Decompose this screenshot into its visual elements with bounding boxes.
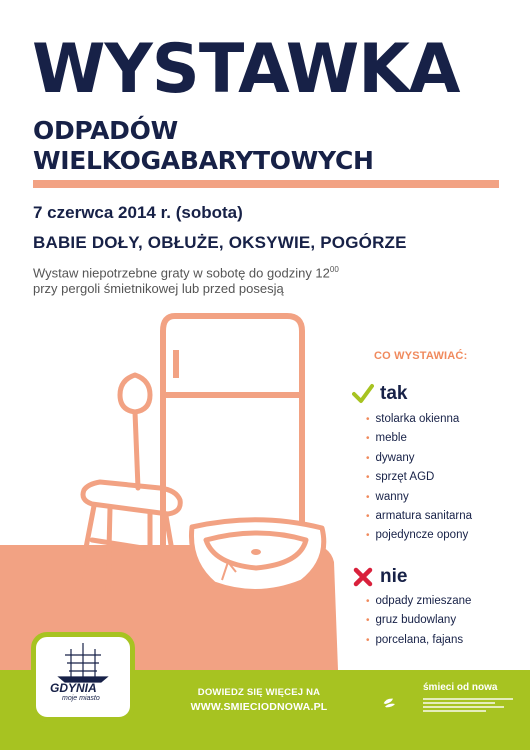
not-allowed-label: nie <box>380 566 408 587</box>
description-hour-superscript: 00 <box>329 265 339 274</box>
not-allowed-heading <box>352 566 407 588</box>
checkmark-icon <box>352 383 374 405</box>
list-item: • pojedyncze opony <box>366 526 472 545</box>
sink-outline <box>191 520 323 592</box>
list-item: • dywany <box>366 449 472 468</box>
event-description <box>33 262 339 297</box>
list-item: • odpady zmieszane <box>366 592 471 611</box>
event-districts: BABIE DOŁY, OBŁUŻE, OKSYWIE, POGÓRZE <box>33 233 407 252</box>
divider-bar <box>33 180 499 188</box>
allowed-heading <box>352 383 407 405</box>
list-item: • stolarka okienna <box>366 410 472 429</box>
what-to-put-out-heading: CO WYSTAWIAĆ: <box>374 350 468 362</box>
allowed-list <box>366 410 472 546</box>
list-item: • armatura sanitarna <box>366 507 472 526</box>
city-logo-name: GDYNIA <box>50 681 97 695</box>
poster-title: WYSTAWKA <box>32 30 460 109</box>
list-item: • sprzęt AGD <box>366 468 472 487</box>
footer-line-1: DOWIEDZ SIĘ WIĘCEJ NA <box>197 687 321 698</box>
list-item: • wanny <box>366 488 472 507</box>
not-allowed-list <box>366 592 471 650</box>
footer-info <box>176 685 342 715</box>
allowed-label: tak <box>380 383 408 404</box>
subtitle-line-1: ODPADÓW <box>33 116 178 145</box>
description-line-2: przy pergoli śmietnikowej lub przed posesją <box>33 281 284 297</box>
leaf-logo-icon <box>383 682 423 722</box>
campaign-logo-name: śmieci od nowa <box>423 682 498 693</box>
list-item: • porcelana, fajans <box>366 631 471 650</box>
subtitle-line-2: WIELKOGABARYTOWYCH <box>33 146 374 175</box>
poster-subtitle <box>33 116 374 176</box>
event-date: 7 czerwca 2014 r. (sobota) <box>33 203 243 222</box>
ship-icon <box>31 633 135 683</box>
description-line-1: Wystaw niepotrzebne graty w sobotę do godziny 12 <box>33 265 330 281</box>
list-item: • gruz budowlany <box>366 611 471 630</box>
furniture-illustration <box>0 300 360 670</box>
footer-url-link[interactable]: WWW.SMIECIODNOWA.PL <box>190 701 328 713</box>
list-item: • meble <box>366 429 472 448</box>
cross-icon <box>352 566 374 588</box>
city-logo-tagline: moje miasto <box>62 695 100 702</box>
gdynia-logo <box>31 632 135 722</box>
campaign-logo-fineprint <box>423 696 513 714</box>
